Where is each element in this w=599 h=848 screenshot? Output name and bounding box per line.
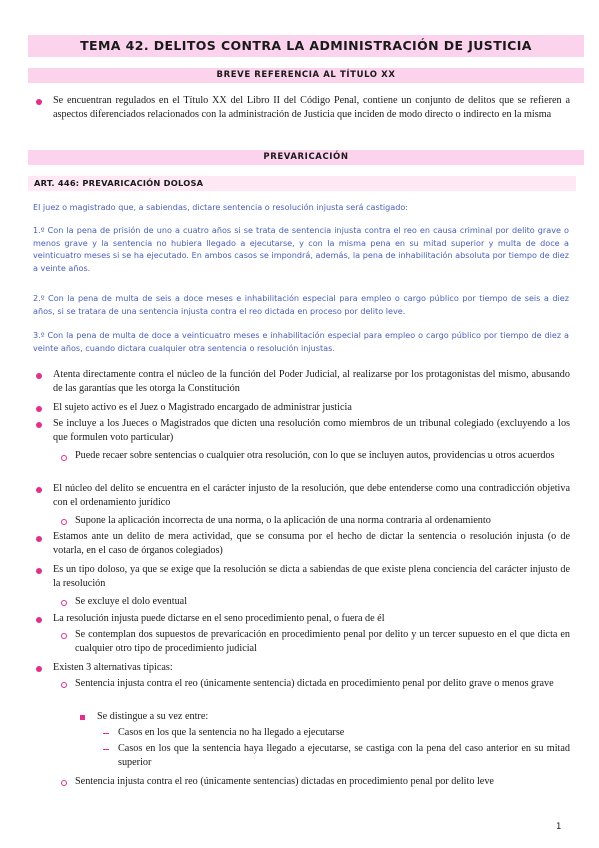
sub-bullet-marker	[61, 519, 67, 525]
bullet-text: Estamos ante un delito de mera actividad, que se consuma por el hecho de dictar la sentencia o resolución injusta (o de votarla, en el caso de órganos colegiados)	[53, 531, 570, 556]
level3-bullet-marker	[80, 715, 85, 720]
bullet-text: La resolución injusta puede dictarse en el seno procedimiento penal, o fuera de él	[53, 613, 385, 624]
bullet-marker	[36, 406, 42, 412]
bullet-text: El sujeto activo es el Juez o Magistrado encargado de administrar justicia	[53, 402, 352, 413]
bullet-text: Es un tipo doloso, ya que se exige que la resolución se dicta a sabiendas de que existe plena conciencia del carácter injusto de la resolución	[53, 564, 570, 589]
bullet-text: Se incluye a los Jueces o Magistrados que dicten una resolución como miembros de un tribunal colegiado (excluyendo a los que formulen voto particular)	[53, 418, 570, 443]
bullet-text: Existen 3 alternativas típicas:	[53, 662, 173, 673]
bullet-marker	[36, 487, 42, 493]
sub-bullet-text: Sentencia injusta contra el reo (únicamente sentencias) dictadas en procedimiento penal por delito leve	[75, 776, 494, 787]
level4-item-text: Casos en los que la sentencia no ha llegado a ejecutarse	[118, 727, 345, 738]
quote-item-3: 3.º Con la pena de multa de doce a veinticuatro meses e inhabilitación especial para empleo o cargo público por tiempo de diez a veinte años, cuando dictara cualquier otra sentencia o resolución injustas.	[33, 330, 569, 353]
sub-bullet-marker	[61, 600, 67, 606]
sub-bullet-marker	[61, 780, 67, 786]
section-heading-titulo-xx: BREVE REFERENCIA AL TÍTULO XX	[28, 68, 584, 83]
bullet-text: Atenta directamente contra el núcleo de la función del Poder Judicial, al realizarse por los protagonistas del mismo, abusando de las garantías que les otorga la Constitución	[53, 369, 570, 394]
sub-bullet-text: Sentencia injusta contra el reo (únicamente sentencia) dictada en procedimiento penal por delito grave o menos grave	[75, 678, 554, 689]
level4-dash-marker	[103, 733, 109, 734]
page-title: TEMA 42. DELITOS CONTRA LA ADMINISTRACIÓN DE JUSTICIA	[28, 35, 584, 57]
article-heading: ART. 446: PREVARICACIÓN DOLOSA	[28, 176, 576, 191]
bullet-marker	[36, 373, 42, 379]
section-heading-prevaricacion: PREVARICACIÓN	[28, 150, 584, 165]
quote-intro: El juez o magistrado que, a sabiendas, dictare sentencia o resolución injusta será castigado:	[33, 202, 409, 212]
level3-bullet-text: Se distingue a su vez entre:	[97, 711, 209, 722]
bullet-marker	[36, 422, 42, 428]
bullet-marker	[36, 536, 42, 542]
bullet-marker	[36, 568, 42, 574]
sub-bullet-text: Se excluye el dolo eventual	[75, 596, 188, 607]
sub-bullet-text: Se contemplan dos supuestos de prevaricación en procedimiento penal por delito y un tercer supuesto en el que dicta en cualquier otro tipo de procedimiento judicial	[75, 629, 570, 654]
level4-dash-marker	[103, 749, 109, 750]
bullet-text: Se encuentran regulados en el Título XX del Libro II del Código Penal, contiene un conjunto de delitos que se refieren a aspectos diferenciados relacionados con la administración de Justicia que inciden de modo directo o indirecto en la misma	[53, 95, 570, 120]
level4-item-text: Casos en los que la sentencia haya llegado a ejecutarse, se castiga con la pena del caso anterior en su mitad superior	[118, 743, 570, 768]
sub-bullet-marker	[61, 455, 67, 461]
page-number: 1	[556, 822, 562, 832]
bullet-marker	[36, 617, 42, 623]
quote-item-2: 2.º Con la pena de multa de seis a doce meses e inhabilitación especial para empleo o cargo público por tiempo de seis a diez años, si se tratara de una sentencia injusta contra el reo dictada en proceso por delito leve.	[33, 293, 569, 316]
bullet-marker	[36, 666, 42, 672]
sub-bullet-text: Puede recaer sobre sentencias o cualquier otra resolución, con lo que se incluyen autos, providencias u otros acuerdos	[75, 450, 555, 461]
sub-bullet-marker	[61, 633, 67, 639]
bullet-marker	[36, 99, 42, 105]
sub-bullet-text: Supone la aplicación incorrecta de una norma, o la aplicación de una norma contraria al ordenamiento	[75, 515, 491, 526]
quote-item-1: 1.º Con la pena de prisión de uno a cuatro años si se trata de sentencia injusta contra el reo en causa criminal por delito grave o menos grave y la sentencia no hubiera llegado a ejecutarse, y con la misma pena en su mitad superior y multa de doce a veinticuatro meses si se ha ejecutado. En ambos casos se impondrá, además, la pena de inhabilitación absoluta por tiempo de diez a veinte años.	[33, 225, 569, 273]
sub-bullet-marker	[61, 682, 67, 688]
bullet-text: El núcleo del delito se encuentra en el carácter injusto de la resolución, que debe entenderse como una contradicción objetiva con el ordenamiento jurídico	[53, 483, 570, 508]
